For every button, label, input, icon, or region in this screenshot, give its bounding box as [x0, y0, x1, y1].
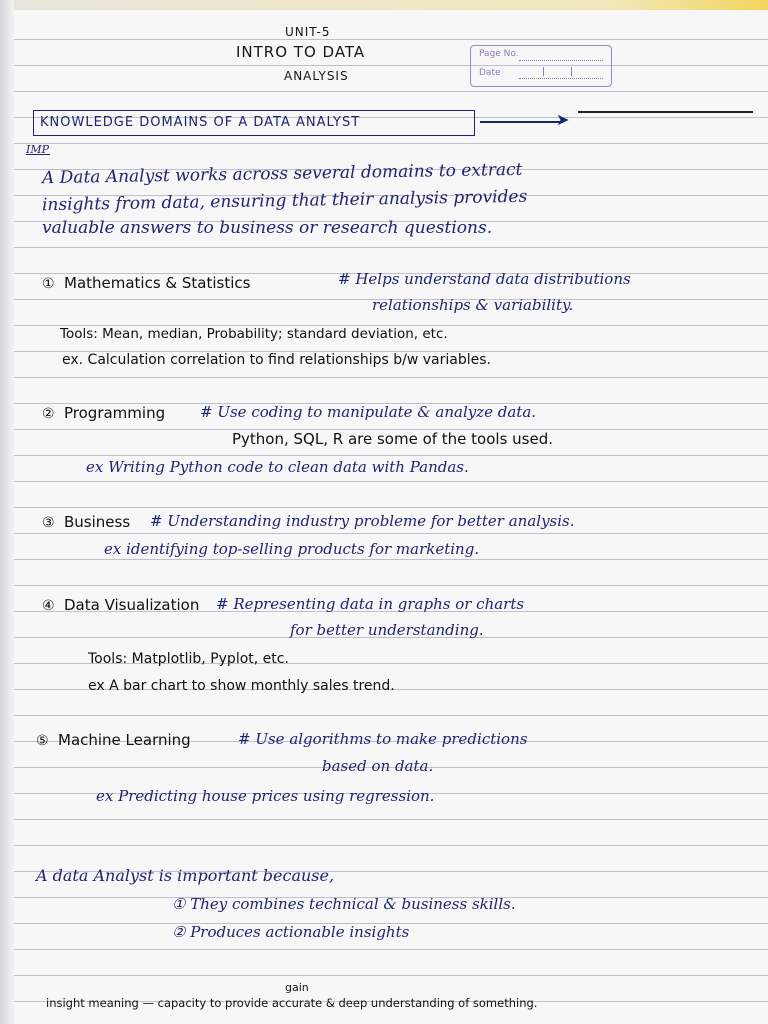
domain-2-title: Programming [64, 404, 166, 422]
date-divider [571, 67, 572, 76]
domain-3-example: ex identifying top-selling products for marketing. [104, 540, 480, 558]
date-line [519, 78, 603, 79]
page-no-label: Page No. [479, 49, 519, 59]
page-title-line1: INTRO TO DATA [236, 43, 366, 61]
domain-5-desc: # Use algorithms to make predictions [238, 730, 528, 748]
domain-3-desc: # Understanding industry probleme for better analysis. [150, 512, 575, 530]
intro-line-3: valuable answers to business or research questions. [42, 218, 493, 238]
domain-2-desc-cont: Python, SQL, R are some of the tools used. [232, 430, 554, 448]
page-binding-edge [0, 0, 14, 1024]
domain-5-number: ⑤ [36, 733, 49, 749]
arrow-head-icon: ➤ [556, 110, 570, 129]
page-no-line [519, 60, 603, 61]
domain-2-example: ex Writing Python code to clean data with Pandas. [86, 458, 469, 476]
domain-2-number: ② [42, 406, 55, 422]
date-label: Date [479, 68, 501, 78]
domain-5-example: ex Predicting house prices using regression. [96, 787, 435, 805]
domain-3-number: ③ [42, 515, 55, 531]
header-rule [578, 111, 753, 113]
intro-line-1: A Data Analyst works across several domains to extract [41, 159, 523, 189]
domain-1-desc-cont: relationships & variability. [372, 296, 574, 314]
importance-lead: A data Analyst is important because, [36, 866, 335, 885]
heading-arrow-line [480, 121, 560, 123]
domain-1-desc: # Helps understand data distributions [338, 270, 631, 288]
domain-1-tools: Tools: Mean, median, Probability; standard deviation, etc. [60, 326, 448, 342]
page-top-edge [0, 0, 768, 10]
date-divider [543, 67, 544, 76]
domain-1-number: ① [42, 276, 55, 292]
domain-1-title: Mathematics & Statistics [64, 274, 251, 292]
domain-2-desc: # Use coding to manipulate & analyze data. [200, 403, 537, 421]
imp-underline [26, 154, 50, 155]
domain-4-number: ④ [42, 598, 55, 614]
imp-mark: IMP [26, 143, 50, 156]
domain-4-desc-cont: for better understanding. [290, 621, 484, 639]
domain-1-example: ex. Calculation correlation to find relationships b/w variables. [62, 352, 491, 368]
insight-meaning: insight meaning — capacity to provide accurate & deep understanding of something. [46, 996, 538, 1010]
domain-4-example: ex A bar chart to show monthly sales trend. [88, 678, 395, 694]
importance-point-2: ② Produces actionable insights [172, 923, 410, 941]
correction-gain: gain [285, 981, 309, 994]
domain-5-title: Machine Learning [58, 731, 191, 749]
domain-4-desc: # Representing data in graphs or charts [216, 595, 525, 613]
domain-5-desc-cont: based on data. [322, 757, 434, 775]
page-date-box [470, 45, 612, 87]
domain-3-title: Business [64, 513, 131, 531]
section-heading: KNOWLEDGE DOMAINS OF A DATA ANALYST [40, 115, 361, 130]
page-title-line2: ANALYSIS [284, 69, 349, 83]
unit-label: UNIT-5 [285, 25, 331, 39]
domain-4-tools: Tools: Matplotlib, Pyplot, etc. [88, 651, 289, 667]
intro-line-2: insights from data, ensuring that their analysis provides [41, 186, 528, 216]
importance-point-1: ① They combines technical & business skills. [172, 895, 516, 913]
domain-4-title: Data Visualization [64, 596, 200, 614]
